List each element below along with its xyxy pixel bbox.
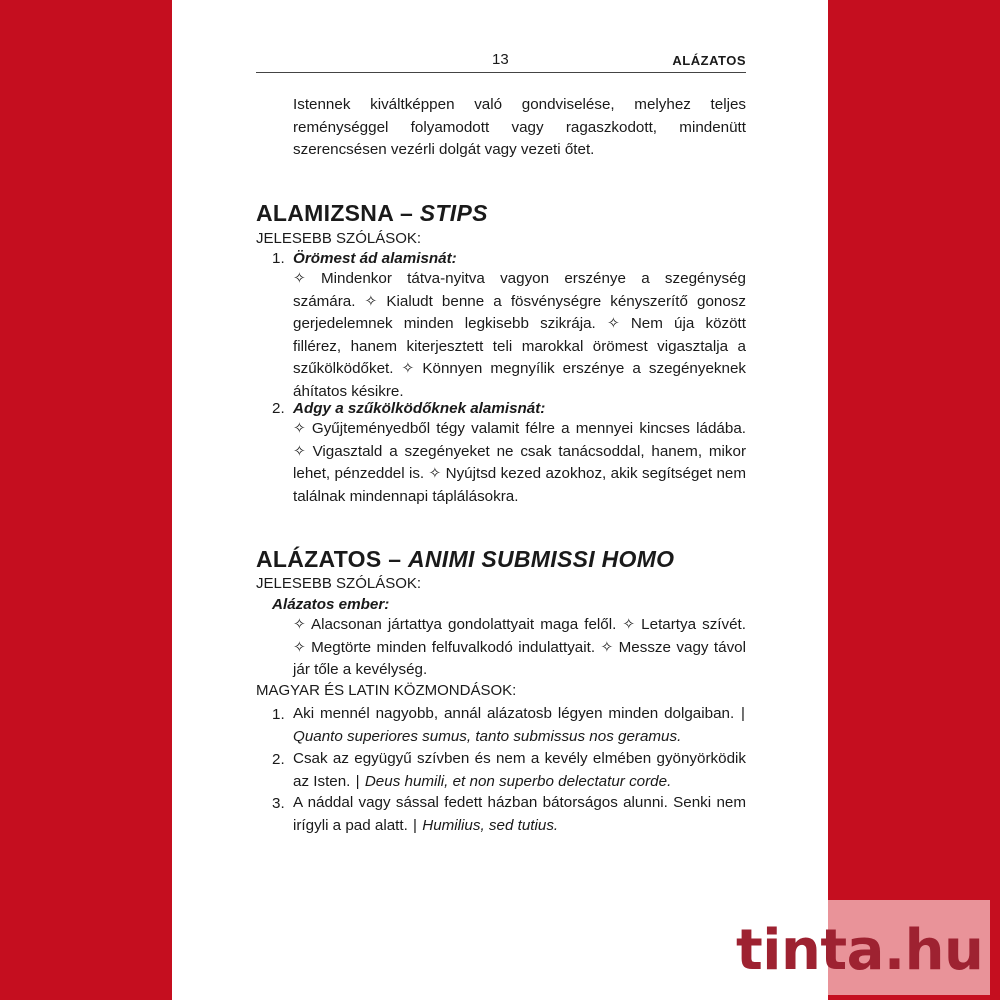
proverb bbox=[293, 792, 746, 837]
proverb-number: 3. bbox=[272, 795, 285, 812]
item-number: 2. bbox=[272, 400, 285, 417]
phrase-title: Adgy a szűkölködőknek alamisnát: bbox=[293, 400, 546, 417]
latin-headword: STIPS bbox=[419, 200, 488, 226]
watermark-logo: tinta.hu bbox=[736, 918, 984, 983]
proverb bbox=[293, 748, 746, 793]
entry-heading-alazatos bbox=[256, 546, 674, 573]
latin-headword: ANIMI SUBMISSI HOMO bbox=[407, 546, 675, 572]
proverb-latin: Deus humili, et non superbo delectatur corde. bbox=[364, 772, 672, 790]
proverb-latin: Humilius, sed tutius. bbox=[422, 816, 559, 834]
proverb-separator: | bbox=[741, 705, 745, 722]
proverb bbox=[293, 703, 746, 748]
running-header bbox=[256, 50, 746, 73]
section-label: JELESEBB SZÓLÁSOK: bbox=[256, 230, 422, 247]
running-title: ALÁZATOS bbox=[672, 53, 746, 68]
phrase-body: ✧ Alacsonan jártattya gondolattyait maga felől. ✧ Letartya szívét. ✧ Megtörte minden felfuvalkodó indulattyait. ✧ Messze vagy távol jár tőle a kevélység. bbox=[293, 616, 746, 678]
heading-dash: – bbox=[393, 200, 420, 226]
headword: ALAMIZSNA bbox=[256, 200, 394, 226]
proverb-hungarian: Csak az együgyű szívben és nem a kevély elmében gyönyörködik az Isten. bbox=[293, 750, 746, 790]
proverb-separator: | bbox=[355, 772, 360, 790]
phrase-body: ✧ Gyűjteményedből tégy valamit félre a mennyei kincses ládába. ✧ Vigasztald a szegényeket ne csak tanácsoddal, hanem, mikor lehet, pénzeddel is. ✧ Nyújtsd kezed azokhoz, akik segítséget nem találnak mindennapi táplálásokra. bbox=[293, 420, 746, 505]
continuation-paragraph: Istennek kiváltképpen való gondviselése, melyhez teljes reménységgel folyamodott vagy ragaszkodott, mindenütt szerencsésen vezérli dolgát vagy vezeti őtet. bbox=[293, 96, 746, 158]
proverbs-label: MAGYAR ÉS LATIN KÖZMONDÁSOK: bbox=[256, 682, 517, 699]
proverb-hungarian: Aki mennél nagyobb, annál alázatosb légyen minden dolgaiban. bbox=[293, 705, 735, 722]
page-number: 13 bbox=[492, 51, 509, 68]
item-number: 1. bbox=[272, 250, 285, 267]
watermark bbox=[736, 900, 990, 995]
heading-dash: – bbox=[381, 546, 408, 572]
book-page bbox=[172, 0, 828, 1000]
phrase-body: ✧ Mindenkor tátva-nyitva vagyon erszénye a szegénység számára. ✧ Kialudt benne a fösvénységre kényszerítő gonosz gerjedelemnek minden legkisebb szikrája. ✧ Nem úja között fillérez, hanem kiterjesztett teli marokkal örömest vigasztalja a szűkölködőket. ✧ Könnyen megnyílik erszénye a szegényeknek áhítatos késikre. bbox=[293, 270, 746, 400]
phrase-title: Örömest ád alamisnát: bbox=[293, 250, 457, 267]
phrase-title: Alázatos ember: bbox=[272, 596, 390, 613]
proverb-number: 2. bbox=[272, 751, 285, 768]
proverb-number: 1. bbox=[272, 706, 285, 723]
proverb-hungarian: A náddal vagy sással fedett házban bátorságos alunni. Senki nem irígyli a pad alatt. bbox=[293, 794, 746, 834]
headword: ALÁZATOS bbox=[256, 546, 382, 572]
entry-heading-alamizsna bbox=[256, 200, 488, 227]
section-label: JELESEBB SZÓLÁSOK: bbox=[256, 575, 422, 592]
proverb-latin: Quanto superiores sumus, tanto submissus nos geramus. bbox=[293, 727, 682, 745]
proverb-separator: | bbox=[413, 816, 417, 834]
